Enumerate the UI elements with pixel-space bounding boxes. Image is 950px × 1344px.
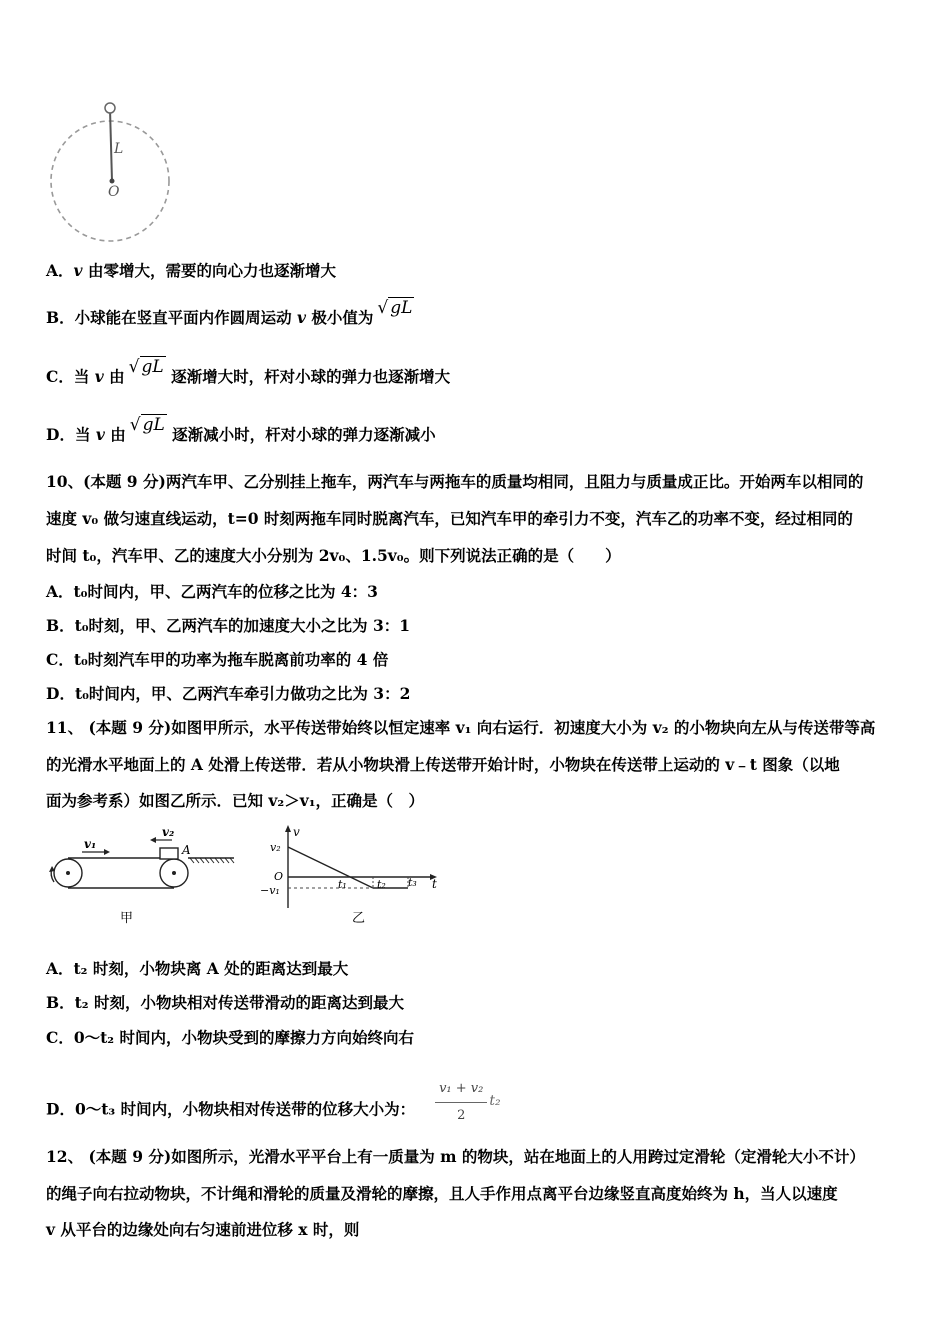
origin-O: O — [274, 870, 284, 883]
caption-yi: 乙 — [352, 911, 366, 926]
vt-graph — [260, 825, 437, 926]
axis-v: v — [293, 825, 300, 839]
q10-option-d: D．t₀时间内，甲、乙两汽车牵引力做功之比为 3：2 — [46, 684, 411, 703]
tick-t2: t₂ — [377, 878, 386, 891]
label-v2: v₂ — [162, 825, 175, 839]
label-O: O — [108, 184, 120, 200]
q11-stem-line-3: 面为参考系）如图乙所示．已知 v₂＞v₁，正确是（ ） — [46, 791, 424, 810]
q10-stem-line-2: 速度 v₀ 做匀速直线运动，t=0 时刻两拖车同时脱离汽车，已知汽车甲的牵引力不变，汽车乙的功率不变，经过相同的 — [46, 509, 853, 528]
tick-t3: t₃ — [408, 876, 417, 889]
sqrt-gL: √ gL — [129, 415, 165, 435]
conveyor-belt-diagram — [49, 825, 234, 926]
tick-t1: t₁ — [338, 878, 347, 891]
tick-v2: v₂ — [270, 841, 281, 854]
q11-stem-line-1: 11、 (本题 9 分)如图甲所示，水平传送带始终以恒定速率 v₁ 向右运行．初速度大小为 v₂ 的小物块向左从与传送带等高 — [46, 718, 876, 737]
q12-stem-line-2: 的绳子向右拉动物块，不计绳和滑轮的质量及滑轮的摩擦，且人手作用点离平台边缘竖直高度始终为 h，当人以速度 — [46, 1184, 838, 1203]
q9-option-c: C．当 v 由 √ gL 逐渐增大时，杆对小球的弹力也逐渐增大 — [46, 357, 451, 386]
circular-motion-figure — [44, 96, 184, 244]
q10-option-b: B．t₀时刻，甲、乙两汽车的加速度大小之比为 3：1 — [46, 616, 411, 635]
q12-stem-line-3: v 从平台的边缘处向右匀速前进位移 x 时，则 — [46, 1220, 360, 1239]
q9-option-a: A．v 由零增大，需要的向心力也逐渐增大 — [46, 261, 336, 280]
axis-t: t — [432, 877, 437, 891]
q12-stem-line-1: 12、 (本题 9 分)如图所示，光滑水平平台上有一质量为 m 的物块，站在地面上的人用跨过定滑轮（定滑轮大小不计） — [46, 1147, 865, 1166]
q10-option-a: A．t₀时间内，甲、乙两汽车的位移之比为 4：3 — [46, 582, 378, 601]
sqrt-gL: √ gL — [377, 298, 413, 318]
caption-jia: 甲 — [120, 911, 134, 926]
q10-stem-line-1: 10、(本题 9 分)两汽车甲、乙分别挂上拖车，两汽车与两拖车的质量均相同，且阻力与质量成正比。开始两车以相同的 — [46, 472, 864, 491]
label-L: L — [114, 141, 124, 157]
q11-stem-line-2: 的光滑水平地面上的 A 处滑上传送带．若从小物块滑上传送带开始计时，小物块在传送带上运动的 v﹣t 图象（以地 — [46, 755, 840, 774]
q10-option-c: C．t₀时刻汽车甲的功率为拖车脱离前功率的 4 倍 — [46, 650, 389, 669]
conveyor-and-vt-figure — [42, 824, 442, 930]
q10-stem-line-3: 时间 t₀，汽车甲、乙的速度大小分别为 2v₀、1.5v₀。则下列说法正确的是（ ） — [46, 546, 621, 565]
q9-option-b: B．小球能在竖直平面内作圆周运动 v 极小值为 √ gL — [46, 298, 413, 327]
tick-neg-v1: −v₁ — [260, 884, 280, 897]
label-v1: v₁ — [84, 837, 97, 851]
q11-option-c: C．0～t₂ 时间内，小物块受到的摩擦力方向始终向右 — [46, 1028, 414, 1047]
sqrt-gL: √ gL — [128, 357, 164, 377]
q11-option-d: D．0～t₃ 时间内，小物块相对传送带的位移大小为： $\frac{\text{v₁ + v₂}}{2}$ t₂ — [46, 1086, 501, 1135]
q9-option-d: D．当 v 由 √ gL 逐渐减小时，杆对小球的弹力逐渐减小 — [46, 415, 436, 444]
fraction-v1-plus-v2-over-2: $\frac{\text{v₁ + v₂}}{2}$ — [435, 1078, 487, 1127]
q11-option-a: A．t₂ 时刻，小物块离 A 处的距离达到最大 — [46, 959, 349, 978]
label-A: A — [182, 843, 191, 857]
q11-option-b: B．t₂ 时刻，小物块相对传送带滑动的距离达到最大 — [46, 993, 404, 1012]
